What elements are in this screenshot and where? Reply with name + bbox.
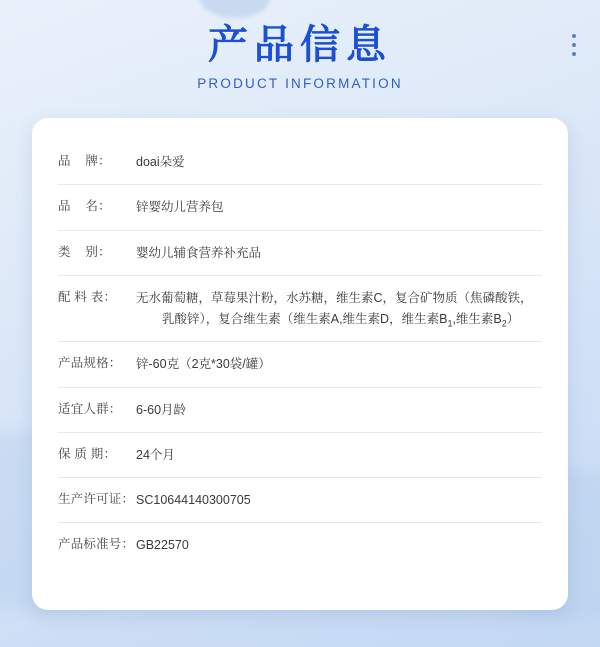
ingredients-line-2-part-c: ）: [506, 312, 520, 326]
info-row-production-license: [32, 478, 568, 523]
vitamin-b1-subscript: 1: [447, 318, 453, 329]
ingredients-line-2-part-a: 乳酸锌），复合维生素（维生素A,维生素D，维生素B: [162, 312, 448, 326]
info-label: 配 料 表：: [58, 289, 117, 304]
dot: [572, 34, 576, 38]
page-title: 产品信息: [208, 23, 392, 67]
info-row-ingredients: [32, 276, 568, 343]
info-value: 婴幼儿辅食营养补充品: [136, 245, 262, 260]
info-value: [136, 288, 542, 331]
info-row-product-name: [32, 185, 568, 230]
info-row-shelf-life: [32, 433, 568, 478]
info-label: 类 别：: [58, 244, 111, 259]
info-label: 产品规格：: [58, 356, 122, 371]
info-value: doai朵爱: [136, 155, 185, 169]
ingredients-line-2-part-b: ,维生素B: [452, 312, 502, 326]
info-row-target-group: [32, 388, 568, 433]
info-label: 生产许可证：: [58, 492, 135, 506]
info-row-specification: [32, 342, 568, 387]
info-row-product-standard: [32, 523, 568, 567]
info-value: GB22570: [136, 538, 189, 553]
info-value: 6-60月龄: [136, 402, 187, 417]
ingredients-line-2: [136, 309, 542, 330]
more-vertical-icon[interactable]: [572, 34, 576, 56]
dot: [572, 52, 576, 56]
page-header: [0, 0, 600, 92]
info-label: 适宜人群：: [58, 401, 122, 416]
info-label: 保 质 期：: [58, 446, 117, 461]
vitamin-b2-subscript: 2: [501, 318, 507, 329]
info-value: SC10644140300705: [136, 493, 251, 507]
info-row-brand: [32, 140, 568, 185]
page-subtitle: PRODUCT INFORMATION: [197, 76, 403, 91]
info-value: 锌-60克（2克*30袋/罐）: [136, 357, 271, 372]
info-value: 锌婴幼儿营养包: [136, 200, 224, 215]
info-value: 24个月: [136, 447, 175, 462]
product-info-card: [32, 118, 568, 610]
info-label: 品 牌：: [58, 154, 111, 168]
dot: [572, 43, 576, 47]
info-label: 产品标准号：: [58, 537, 135, 552]
info-label: 品 名：: [58, 199, 111, 214]
ingredients-line-1: 无水葡萄糖，草莓果汁粉，水苏糖，维生素C，复合矿物质（焦磷酸铁，: [136, 290, 533, 305]
info-row-category: [32, 231, 568, 276]
